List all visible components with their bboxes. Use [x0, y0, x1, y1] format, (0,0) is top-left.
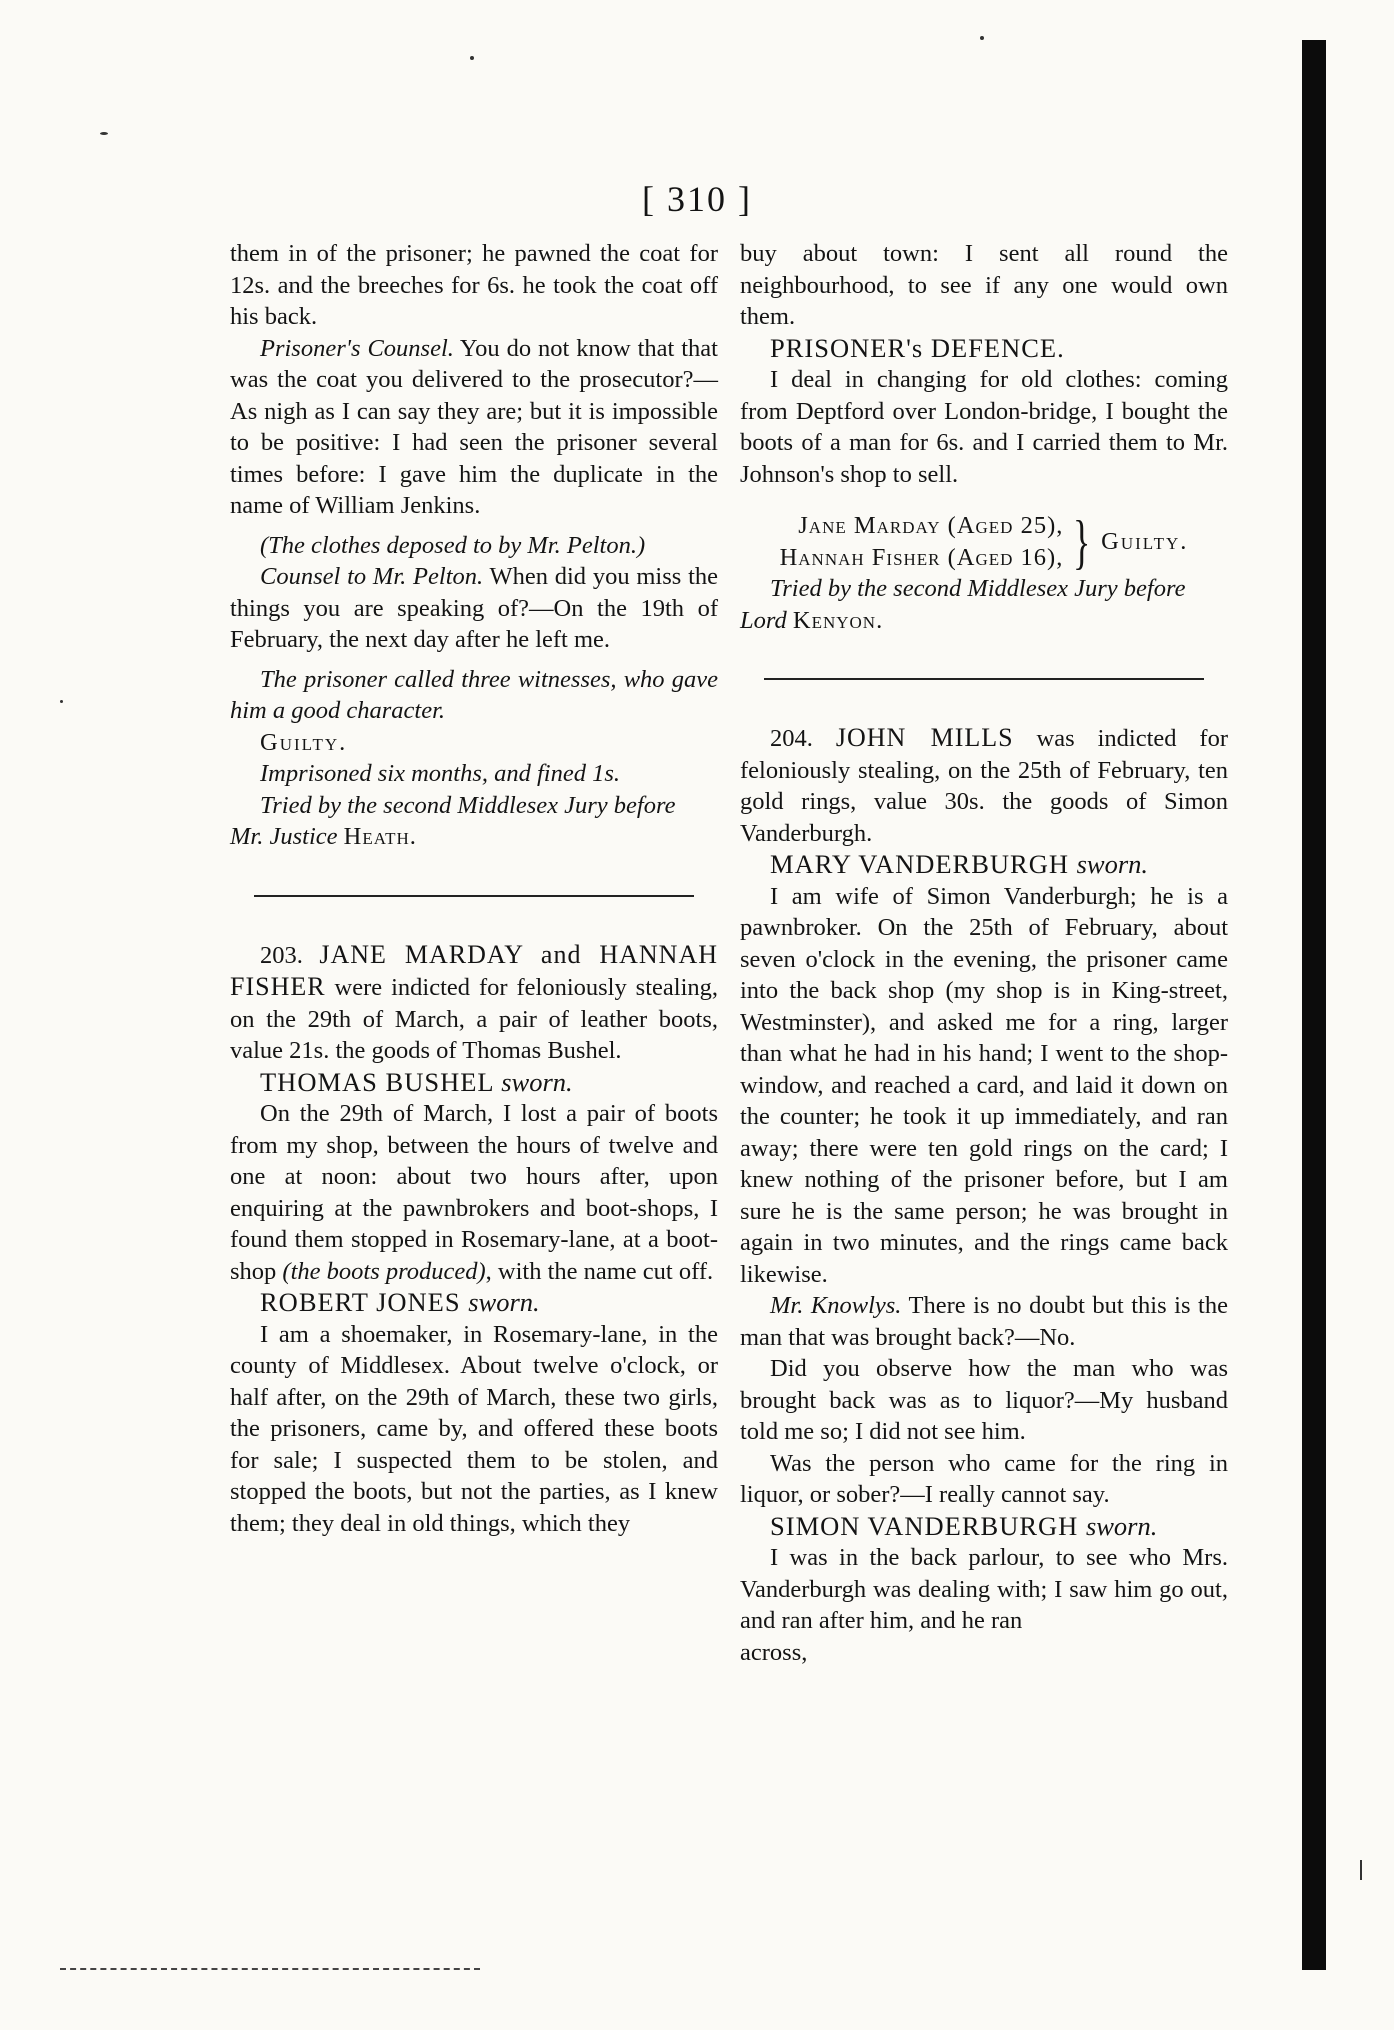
- tried-line: Tried by the second Middlesex Jury before: [770, 575, 1186, 602]
- witness-name: SIMON VANDERBURGH: [770, 1510, 1079, 1541]
- left-paragraph-5: The prisoner called three witnesses, who gave him a good character.: [230, 665, 718, 724]
- case-number: 203.: [260, 941, 303, 969]
- sworn-label: sworn.: [1085, 1510, 1158, 1541]
- witness-heading: [230, 1067, 718, 1099]
- witness-name: MARY VANDERBURGH: [770, 849, 1069, 879]
- witness-heading: [230, 1287, 718, 1319]
- tried-line: Tried by the second Middlesex Jury before: [260, 791, 676, 819]
- defendant-names: JOHN MILLS: [835, 723, 1014, 752]
- tried-line: Mr. Justice: [230, 823, 344, 850]
- defendant-list: [780, 510, 1064, 573]
- scan-speck: [100, 132, 108, 135]
- section-divider: [764, 678, 1204, 680]
- defendant-entry: Jane Marday (Aged 25),: [798, 512, 1064, 539]
- witness-testimony: I am wife of Simon Vanderburgh; he is a pawnbroker. On the 25th of February, about seven o'clock in the evening, the prisoner came into the back shop (my shop is in King-street, Westminster), and asked me for a ring, larger than what he had in his hand; I went to the shop-window, and reached a card, and laid it down on the counter; he took it up immediately, and ran away; there were ten gold rings on the card; I knew nothing of the prisoner before, but I am sure he is the same person; he was brought in again in two minutes, and the rings came back likewise.: [740, 882, 1228, 1288]
- question-3: Was the person who came for the ring in liquor, or sober?—I really cannot say.: [740, 1449, 1228, 1508]
- sentence: Imprisoned six months, and fined 1s.: [260, 760, 620, 787]
- witness-heading: [740, 849, 1228, 881]
- witness-testimony: [230, 1098, 718, 1287]
- scan-speck: [470, 56, 474, 60]
- testimony-text: , with the name cut off.: [485, 1257, 714, 1285]
- verdict: Guilty.: [260, 728, 348, 756]
- defendant-names: JANE MARDAY and HANNAH FISHER: [230, 939, 719, 1001]
- question-2: Did you observe how the man who was brought back was as to liquor?—My husband told me so; I did not see him.: [740, 1355, 1228, 1445]
- testimony-text: There is no doubt but this is the man that was brought back?—No.: [740, 1292, 1228, 1351]
- left-paragraph-1: them in of the prisoner; he pawned the coat for 12s. and the breeches for 6s. he took the coat off his back.: [230, 240, 718, 330]
- right-paragraph-1: buy about town: I sent all round the neighbourhood, to see if any one would own them.: [740, 240, 1228, 330]
- catchword: across,: [740, 1638, 808, 1666]
- judge-name: Kenyon.: [792, 606, 884, 634]
- tried-by: [230, 790, 718, 853]
- defence-heading: PRISONER's DEFENCE.: [770, 332, 1065, 363]
- scan-bottom-rule: [60, 1968, 480, 1970]
- defendant-entry: Hannah Fisher (Aged 16),: [779, 543, 1064, 571]
- scan-edge-bar: [1302, 40, 1326, 1970]
- question-1: [740, 1290, 1228, 1353]
- tried-by: [740, 573, 1228, 636]
- speaker-label: Mr. Knowlys.: [770, 1292, 902, 1319]
- page-number: [ 310 ]: [642, 179, 752, 219]
- witness-testimony: I was in the back parlour, to see who Mrs. Vanderburgh was dealing with; I saw him go out, and ran after him, and he ran: [740, 1544, 1228, 1634]
- speaker-label: Prisoner's Counsel.: [260, 334, 454, 362]
- witness-name: THOMAS BUSHEL: [260, 1066, 494, 1097]
- left-paragraph-3: (The clothes deposed to by Mr. Pelton.): [260, 531, 646, 559]
- case-203-opening: [230, 939, 718, 1067]
- indictment-text: were indicted for feloniously stealing, on the 29th of March, a pair of leather boots, value 21s. the goods of Thomas Bushel.: [230, 974, 718, 1064]
- sworn-label: sworn.: [468, 1287, 540, 1317]
- case-204-opening: [740, 722, 1228, 849]
- tried-line: Lord: [740, 606, 793, 634]
- right-column: [740, 238, 1228, 1668]
- left-column: [230, 238, 718, 1539]
- defendants-verdict: [740, 510, 1228, 573]
- scan-speck: [980, 36, 984, 40]
- sworn-label: sworn.: [501, 1066, 573, 1097]
- testimony-text: You do not know that that was the coat you delivered to the prosecutor?—As nigh as I can say they are; but it is impossible to be positive: I had seen the prisoner several times before: I gave him the duplicate in the name of William Jenkins.: [230, 334, 718, 519]
- testimony-aside: (the boots produced): [282, 1257, 486, 1285]
- verdict: Guilty.: [1101, 527, 1189, 555]
- speaker-label: Counsel to Mr. Pelton.: [260, 563, 484, 590]
- witness-heading: [740, 1511, 1228, 1543]
- scan-speck: [60, 700, 63, 703]
- left-paragraph-2: [230, 333, 718, 522]
- defence-text: I deal in changing for old clothes: coming from Deptford over London-bridge, I bought the boots of a man for 6s. and I carried them to Mr. Johnson's shop to sell.: [740, 366, 1228, 488]
- brace-icon: }: [1073, 508, 1092, 575]
- scan-speck: [1360, 1860, 1362, 1880]
- indictment-text: was indicted for feloniously stealing, on the 25th of February, ten gold rings, value 30s. the goods of Simon Vanderburgh.: [740, 725, 1229, 847]
- section-divider: [254, 895, 694, 897]
- sworn-label: sworn.: [1076, 849, 1149, 879]
- case-number: 204.: [770, 725, 813, 752]
- testimony-text: On the 29th of March, I lost a pair of boots from my shop, between the hours of twelve and one at noon: about two hours after, upon enquiring at the pawnbrokers and boot-shops, I found them stopped in Rosemary-lane, at a boot-shop: [230, 1100, 718, 1285]
- left-paragraph-4: [230, 561, 718, 656]
- witness-testimony: I am a shoemaker, in Rosemary-lane, in the county of Middlesex. About twelve o'clock, or half after, on the 29th of March, these two girls, the prisoners, came by, and offered these boots for sale; I suspected them to be stolen, and stopped the boots, but not the parties, as I knew them; they deal in old things, which they: [230, 1320, 718, 1537]
- judge-name: Heath.: [343, 823, 417, 850]
- testimony-text: When did you miss the things you are speaking of?—On the 19th of February, the next day after he left me.: [230, 563, 719, 653]
- witness-name: ROBERT JONES: [260, 1287, 461, 1317]
